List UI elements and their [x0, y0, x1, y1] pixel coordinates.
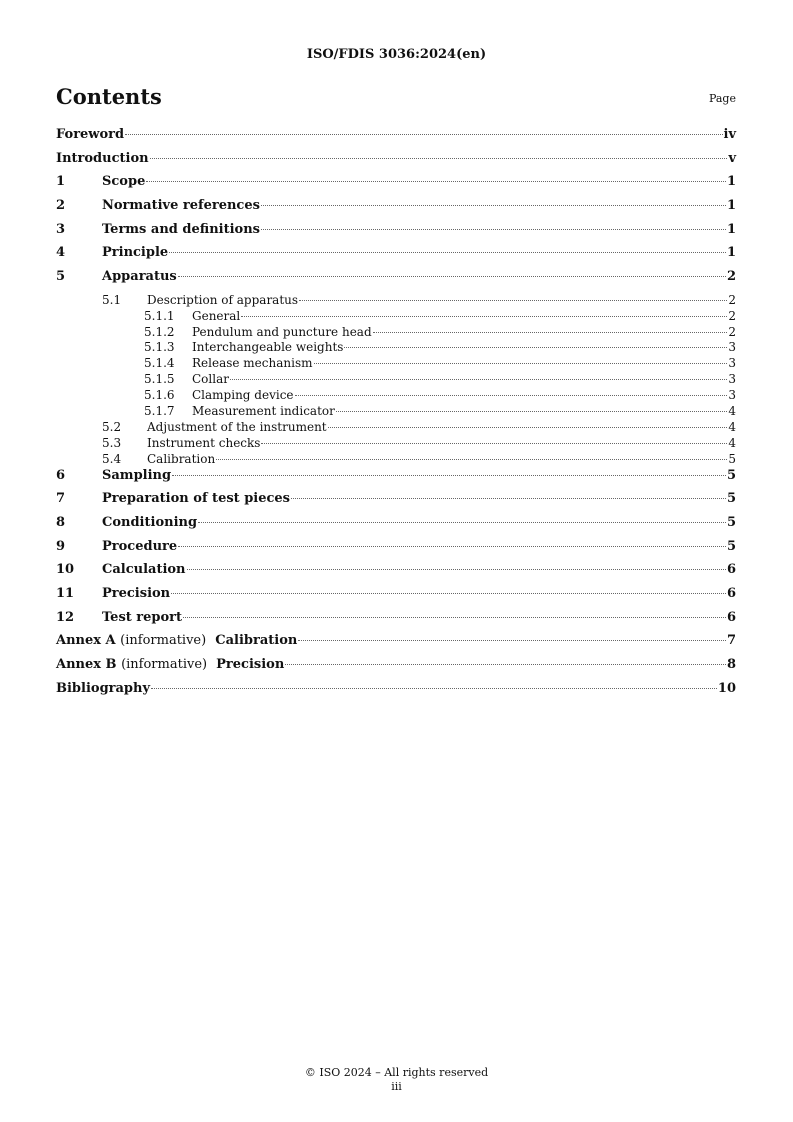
dot-leader: [285, 664, 726, 665]
toc-entry-number: 5.2: [102, 419, 122, 434]
toc-entry-label: Principle: [102, 245, 169, 261]
toc-entry-label: [56, 633, 297, 648]
toc-entry[interactable]: [56, 436, 736, 452]
toc-entry-label: Calculation: [102, 562, 186, 578]
dot-leader: [183, 617, 726, 618]
annex-label: Annex B: [56, 657, 117, 673]
dot-leader: [261, 443, 727, 444]
toc-entry-number: 3: [56, 221, 66, 237]
toc-entry[interactable]: [56, 404, 736, 420]
dot-leader: [125, 134, 722, 135]
toc-entry-label: Test report: [102, 609, 183, 625]
toc-entry-number: 5.1.5: [144, 372, 175, 387]
page-footer: [0, 1066, 793, 1094]
toc-entry[interactable]: [56, 681, 736, 705]
dot-leader: [314, 363, 728, 364]
toc-entry-page: 6: [726, 609, 736, 625]
dot-leader: [171, 593, 726, 594]
toc-entry-label: Terms and definitions: [102, 221, 260, 237]
dot-leader: [336, 411, 728, 412]
toc-entry-page: 8: [726, 657, 736, 673]
toc-entry[interactable]: [56, 388, 736, 404]
toc-entry-label: Foreword: [56, 127, 125, 142]
toc-entry-label: Pendulum and puncture head: [192, 324, 372, 339]
toc-entry-label: Description of apparatus: [147, 292, 299, 307]
toc-entry-label: Instrument checks: [147, 435, 261, 450]
toc-entry-page: 2: [728, 324, 736, 339]
toc-entry[interactable]: [56, 657, 736, 681]
annex-label: Annex A: [56, 633, 116, 649]
annex-qualifier: (informative): [121, 657, 208, 673]
toc-entry[interactable]: [56, 372, 736, 388]
toc-entry-page: 1: [726, 174, 736, 190]
toc-entry-page: 5: [726, 514, 736, 530]
toc-entry-page: 5: [726, 491, 736, 507]
toc-entry-page: 5: [726, 538, 736, 554]
toc-entry-page: 7: [726, 633, 736, 649]
toc-entry-page: 1: [726, 198, 736, 214]
document-header: ISO/FDIS 3036:2024(en): [306, 47, 487, 62]
toc-entry[interactable]: [56, 340, 736, 356]
toc-entry[interactable]: [56, 452, 736, 468]
toc-entry-page: 2: [728, 292, 736, 307]
toc-entry-page: 6: [726, 562, 736, 578]
toc-entry[interactable]: [56, 222, 736, 246]
toc-entry[interactable]: [56, 309, 736, 325]
toc-entry-number: 5.4: [102, 451, 122, 466]
toc-entry[interactable]: [56, 586, 736, 610]
dot-leader: [328, 427, 728, 428]
toc-entry[interactable]: [56, 610, 736, 634]
table-of-contents: [56, 127, 736, 704]
toc-entry-page: 3: [728, 356, 736, 371]
toc-entry[interactable]: [56, 633, 736, 657]
dot-leader: [291, 498, 726, 499]
annex-title: Calibration: [215, 633, 298, 649]
dot-leader: [178, 546, 726, 547]
toc-entry-number: 5.1.3: [144, 340, 175, 355]
toc-entry[interactable]: [56, 151, 736, 175]
toc-entry-page: 3: [728, 372, 736, 387]
dot-leader: [187, 569, 726, 570]
dot-leader: [146, 181, 726, 182]
dot-leader: [198, 522, 726, 523]
toc-entry-number: 4: [56, 245, 66, 261]
dot-leader: [261, 229, 726, 230]
toc-entry-label: Preparation of test pieces: [102, 491, 290, 507]
page-number: iii: [391, 1080, 402, 1093]
toc-entry-label: Introduction: [56, 150, 149, 166]
dot-leader: [241, 316, 727, 317]
toc-entry-page: v: [728, 150, 736, 166]
toc-entry-label: Procedure: [102, 538, 178, 554]
copyright-notice: © ISO 2024 – All rights reserved: [304, 1066, 489, 1079]
annex-title: Precision: [216, 657, 285, 673]
toc-entry-page: 1: [726, 221, 736, 237]
toc-entry-page: 4: [728, 435, 736, 450]
toc-entry-page: 5: [726, 467, 736, 483]
annex-qualifier: (informative): [120, 633, 207, 649]
toc-entry-label: Conditioning: [102, 514, 198, 530]
toc-entry-number: 5.1.4: [144, 356, 175, 371]
toc-entry-number: 9: [56, 538, 66, 554]
toc-entry-label: Clamping device: [192, 388, 294, 403]
toc-entry-page: 4: [728, 404, 736, 419]
toc-entry[interactable]: [56, 127, 736, 151]
dot-leader: [216, 459, 727, 460]
toc-entry-label: Adjustment of the instrument: [147, 419, 327, 434]
toc-entry-number: 5.3: [102, 435, 122, 450]
toc-entry-page: 2: [728, 308, 736, 323]
toc-entry-number: 5.1.7: [144, 404, 175, 419]
toc-entry-label: Collar: [192, 372, 229, 387]
toc-entry-number: 5.1.6: [144, 388, 175, 403]
toc-entry-page: 2: [726, 269, 736, 285]
toc-entry-label: Apparatus: [102, 269, 177, 285]
toc-entry[interactable]: [56, 245, 736, 269]
page-column-label: Page: [708, 92, 736, 105]
toc-entry-page: 4: [728, 419, 736, 434]
toc-entry-label: Measurement indicator: [192, 404, 335, 419]
toc-entry-number: 10: [56, 562, 75, 578]
dot-leader: [150, 158, 728, 159]
toc-entry-number: 5.1.1: [144, 308, 175, 323]
toc-entry[interactable]: [56, 269, 736, 293]
toc-entry[interactable]: [56, 491, 736, 515]
toc-entry-number: 2: [56, 198, 66, 214]
dot-leader: [172, 475, 726, 476]
toc-entry[interactable]: [56, 174, 736, 198]
page-title: Contents: [56, 84, 162, 109]
toc-entry-label: Scope: [102, 174, 146, 190]
toc-entry-page: 10: [717, 680, 736, 696]
dot-leader: [230, 379, 727, 380]
toc-entry-label: [56, 657, 284, 672]
toc-entry-label: General: [192, 308, 241, 323]
toc-entry-label: Normative references: [102, 198, 260, 214]
toc-entry[interactable]: [56, 420, 736, 436]
toc-entry-page: 3: [728, 340, 736, 355]
toc-entry[interactable]: [56, 562, 736, 586]
dot-leader: [178, 276, 726, 277]
dot-leader: [344, 347, 727, 348]
toc-entry-label: Bibliography: [56, 680, 151, 696]
dot-leader: [373, 332, 728, 333]
toc-entry-number: 12: [56, 609, 75, 625]
toc-entry-number: 5.1: [102, 292, 122, 307]
toc-entry-number: 7: [56, 491, 66, 507]
dot-leader: [298, 640, 726, 641]
toc-entry-label: Sampling: [102, 467, 172, 483]
toc-entry-label: Release mechanism: [192, 356, 313, 371]
toc-entry-page: 5: [728, 451, 736, 466]
toc-entry[interactable]: [56, 539, 736, 563]
toc-entry-number: 5.1.2: [144, 324, 175, 339]
toc-entry-label: Interchangeable weights: [192, 340, 344, 355]
toc-entry-page: 3: [728, 388, 736, 403]
toc-entry-number: 6: [56, 467, 66, 483]
toc-entry-page: 1: [726, 245, 736, 261]
toc-entry-number: 1: [56, 174, 66, 190]
toc-entry[interactable]: [56, 515, 736, 539]
toc-entry[interactable]: [56, 356, 736, 372]
dot-leader: [295, 395, 728, 396]
toc-entry-number: 5: [56, 269, 66, 285]
toc-entry-number: 11: [56, 586, 75, 602]
dot-leader: [151, 688, 717, 689]
toc-entry[interactable]: [56, 468, 736, 492]
toc-entry[interactable]: [56, 293, 736, 309]
toc-entry-label: Precision: [102, 586, 171, 602]
toc-entry-number: 8: [56, 514, 66, 530]
toc-entry-page: iv: [723, 127, 736, 142]
toc-entry[interactable]: [56, 198, 736, 222]
dot-leader: [261, 205, 726, 206]
dot-leader: [299, 300, 727, 301]
toc-entry-page: 6: [726, 586, 736, 602]
toc-entry[interactable]: [56, 325, 736, 341]
toc-entry-label: Calibration: [147, 451, 216, 466]
dot-leader: [169, 252, 726, 253]
